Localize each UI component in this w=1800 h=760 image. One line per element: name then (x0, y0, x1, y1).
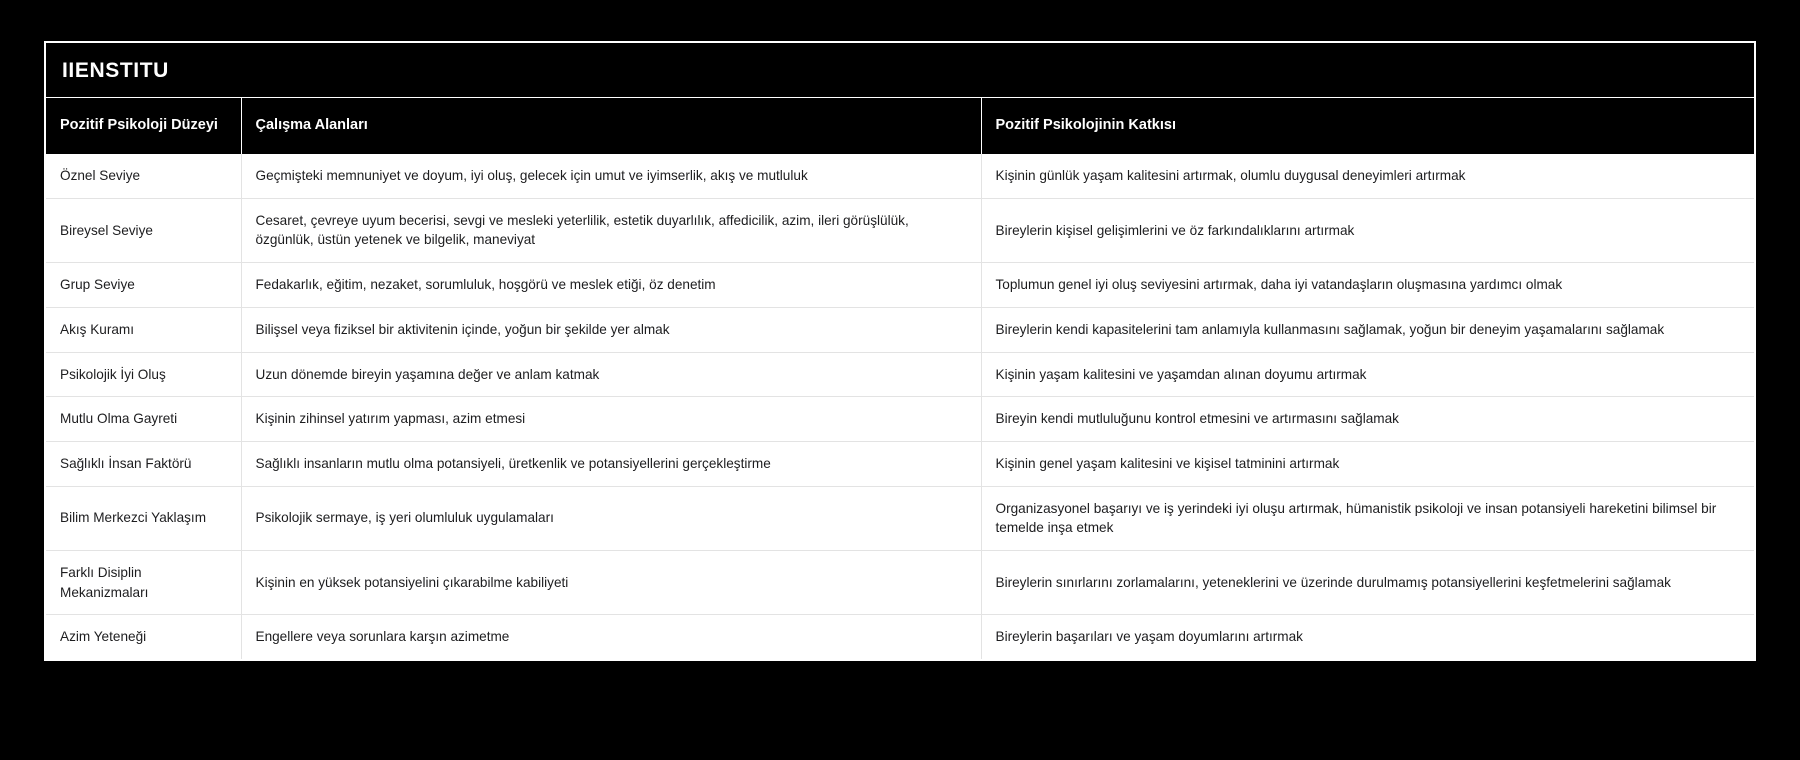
cell-level: Sağlıklı İnsan Faktörü (46, 441, 241, 486)
cell-areas: Fedakarlık, eğitim, nezaket, sorumluluk, hoşgörü ve meslek etiği, öz denetim (241, 263, 981, 308)
column-header-contribution: Pozitif Psikolojinin Katkısı (981, 98, 1754, 154)
cell-areas: Bilişsel veya fiziksel bir aktivitenin içinde, yoğun bir şekilde yer almak (241, 307, 981, 352)
table-row (46, 551, 1754, 615)
cell-level: Grup Seviye (46, 263, 241, 308)
table-row (46, 615, 1754, 659)
cell-areas: Kişinin zihinsel yatırım yapması, azim etmesi (241, 397, 981, 442)
cell-areas: Kişinin en yüksek potansiyelini çıkarabilme kabiliyeti (241, 551, 981, 615)
cell-areas: Psikolojik sermaye, iş yeri olumluluk uygulamaları (241, 486, 981, 550)
cell-contribution: Kişinin günlük yaşam kalitesini artırmak, olumlu duygusal deneyimleri artırmak (981, 154, 1754, 198)
table-row (46, 352, 1754, 397)
cell-level: Mutlu Olma Gayreti (46, 397, 241, 442)
cell-contribution: Bireylerin kendi kapasitelerini tam anlamıyla kullanmasını sağlamak, yoğun bir deneyim yaşamalarını sağlamak (981, 307, 1754, 352)
cell-areas: Engellere veya sorunlara karşın azimetme (241, 615, 981, 659)
cell-contribution: Bireylerin başarıları ve yaşam doyumlarını artırmak (981, 615, 1754, 659)
cell-level: Farklı Disiplin Mekanizmaları (46, 551, 241, 615)
brand-logo: IIENSTITU (62, 58, 169, 82)
column-header-areas: Çalışma Alanları (241, 98, 981, 154)
cell-level: Akış Kuramı (46, 307, 241, 352)
cell-level: Azim Yeteneği (46, 615, 241, 659)
table-row (46, 154, 1754, 198)
cell-areas: Uzun dönemde bireyin yaşamına değer ve anlam katmak (241, 352, 981, 397)
table-row (46, 397, 1754, 442)
cell-contribution: Kişinin genel yaşam kalitesini ve kişisel tatminini artırmak (981, 441, 1754, 486)
cell-level: Bilim Merkezci Yaklaşım (46, 486, 241, 550)
cell-contribution: Bireylerin sınırlarını zorlamalarını, yeteneklerini ve üzerinde durulmamış potansiyellerini keşfetmelerini sağlamak (981, 551, 1754, 615)
cell-areas: Geçmişteki memnuniyet ve doyum, iyi oluş, gelecek için umut ve iyimserlik, akış ve mutluluk (241, 154, 981, 198)
table-body (46, 154, 1754, 659)
cell-level: Öznel Seviye (46, 154, 241, 198)
brand-bar (46, 43, 1754, 98)
cell-contribution: Kişinin yaşam kalitesini ve yaşamdan alınan doyumu artırmak (981, 352, 1754, 397)
table-row (46, 263, 1754, 308)
positive-psychology-table-card (44, 41, 1756, 661)
cell-contribution: Organizasyonel başarıyı ve iş yerindeki iyi oluşu artırmak, hümanistik psikoloji ve insan potansiyeli hareketini bilimsel bir temelde inşa etmek (981, 486, 1754, 550)
cell-areas: Cesaret, çevreye uyum becerisi, sevgi ve mesleki yeterlilik, estetik duyarlılık, affedicilik, azim, ileri görüşlülük, özgünlük, üstün yetenek ve bilgelik, maneviyat (241, 198, 981, 262)
cell-areas: Sağlıklı insanların mutlu olma potansiyeli, üretkenlik ve potansiyellerini gerçekleştirme (241, 441, 981, 486)
column-header-level: Pozitif Psikoloji Düzeyi (46, 98, 241, 154)
table-header (46, 98, 1754, 154)
cell-level: Psikolojik İyi Oluş (46, 352, 241, 397)
table-header-row (46, 98, 1754, 154)
cell-contribution: Toplumun genel iyi oluş seviyesini artırmak, daha iyi vatandaşların oluşmasına yardımcı olmak (981, 263, 1754, 308)
cell-contribution: Bireylerin kişisel gelişimlerini ve öz farkındalıklarını artırmak (981, 198, 1754, 262)
table-row (46, 198, 1754, 262)
cell-contribution: Bireyin kendi mutluluğunu kontrol etmesini ve artırmasını sağlamak (981, 397, 1754, 442)
table-row (46, 486, 1754, 550)
cell-level: Bireysel Seviye (46, 198, 241, 262)
table-row (46, 441, 1754, 486)
positive-psychology-table (46, 98, 1754, 659)
table-row (46, 307, 1754, 352)
